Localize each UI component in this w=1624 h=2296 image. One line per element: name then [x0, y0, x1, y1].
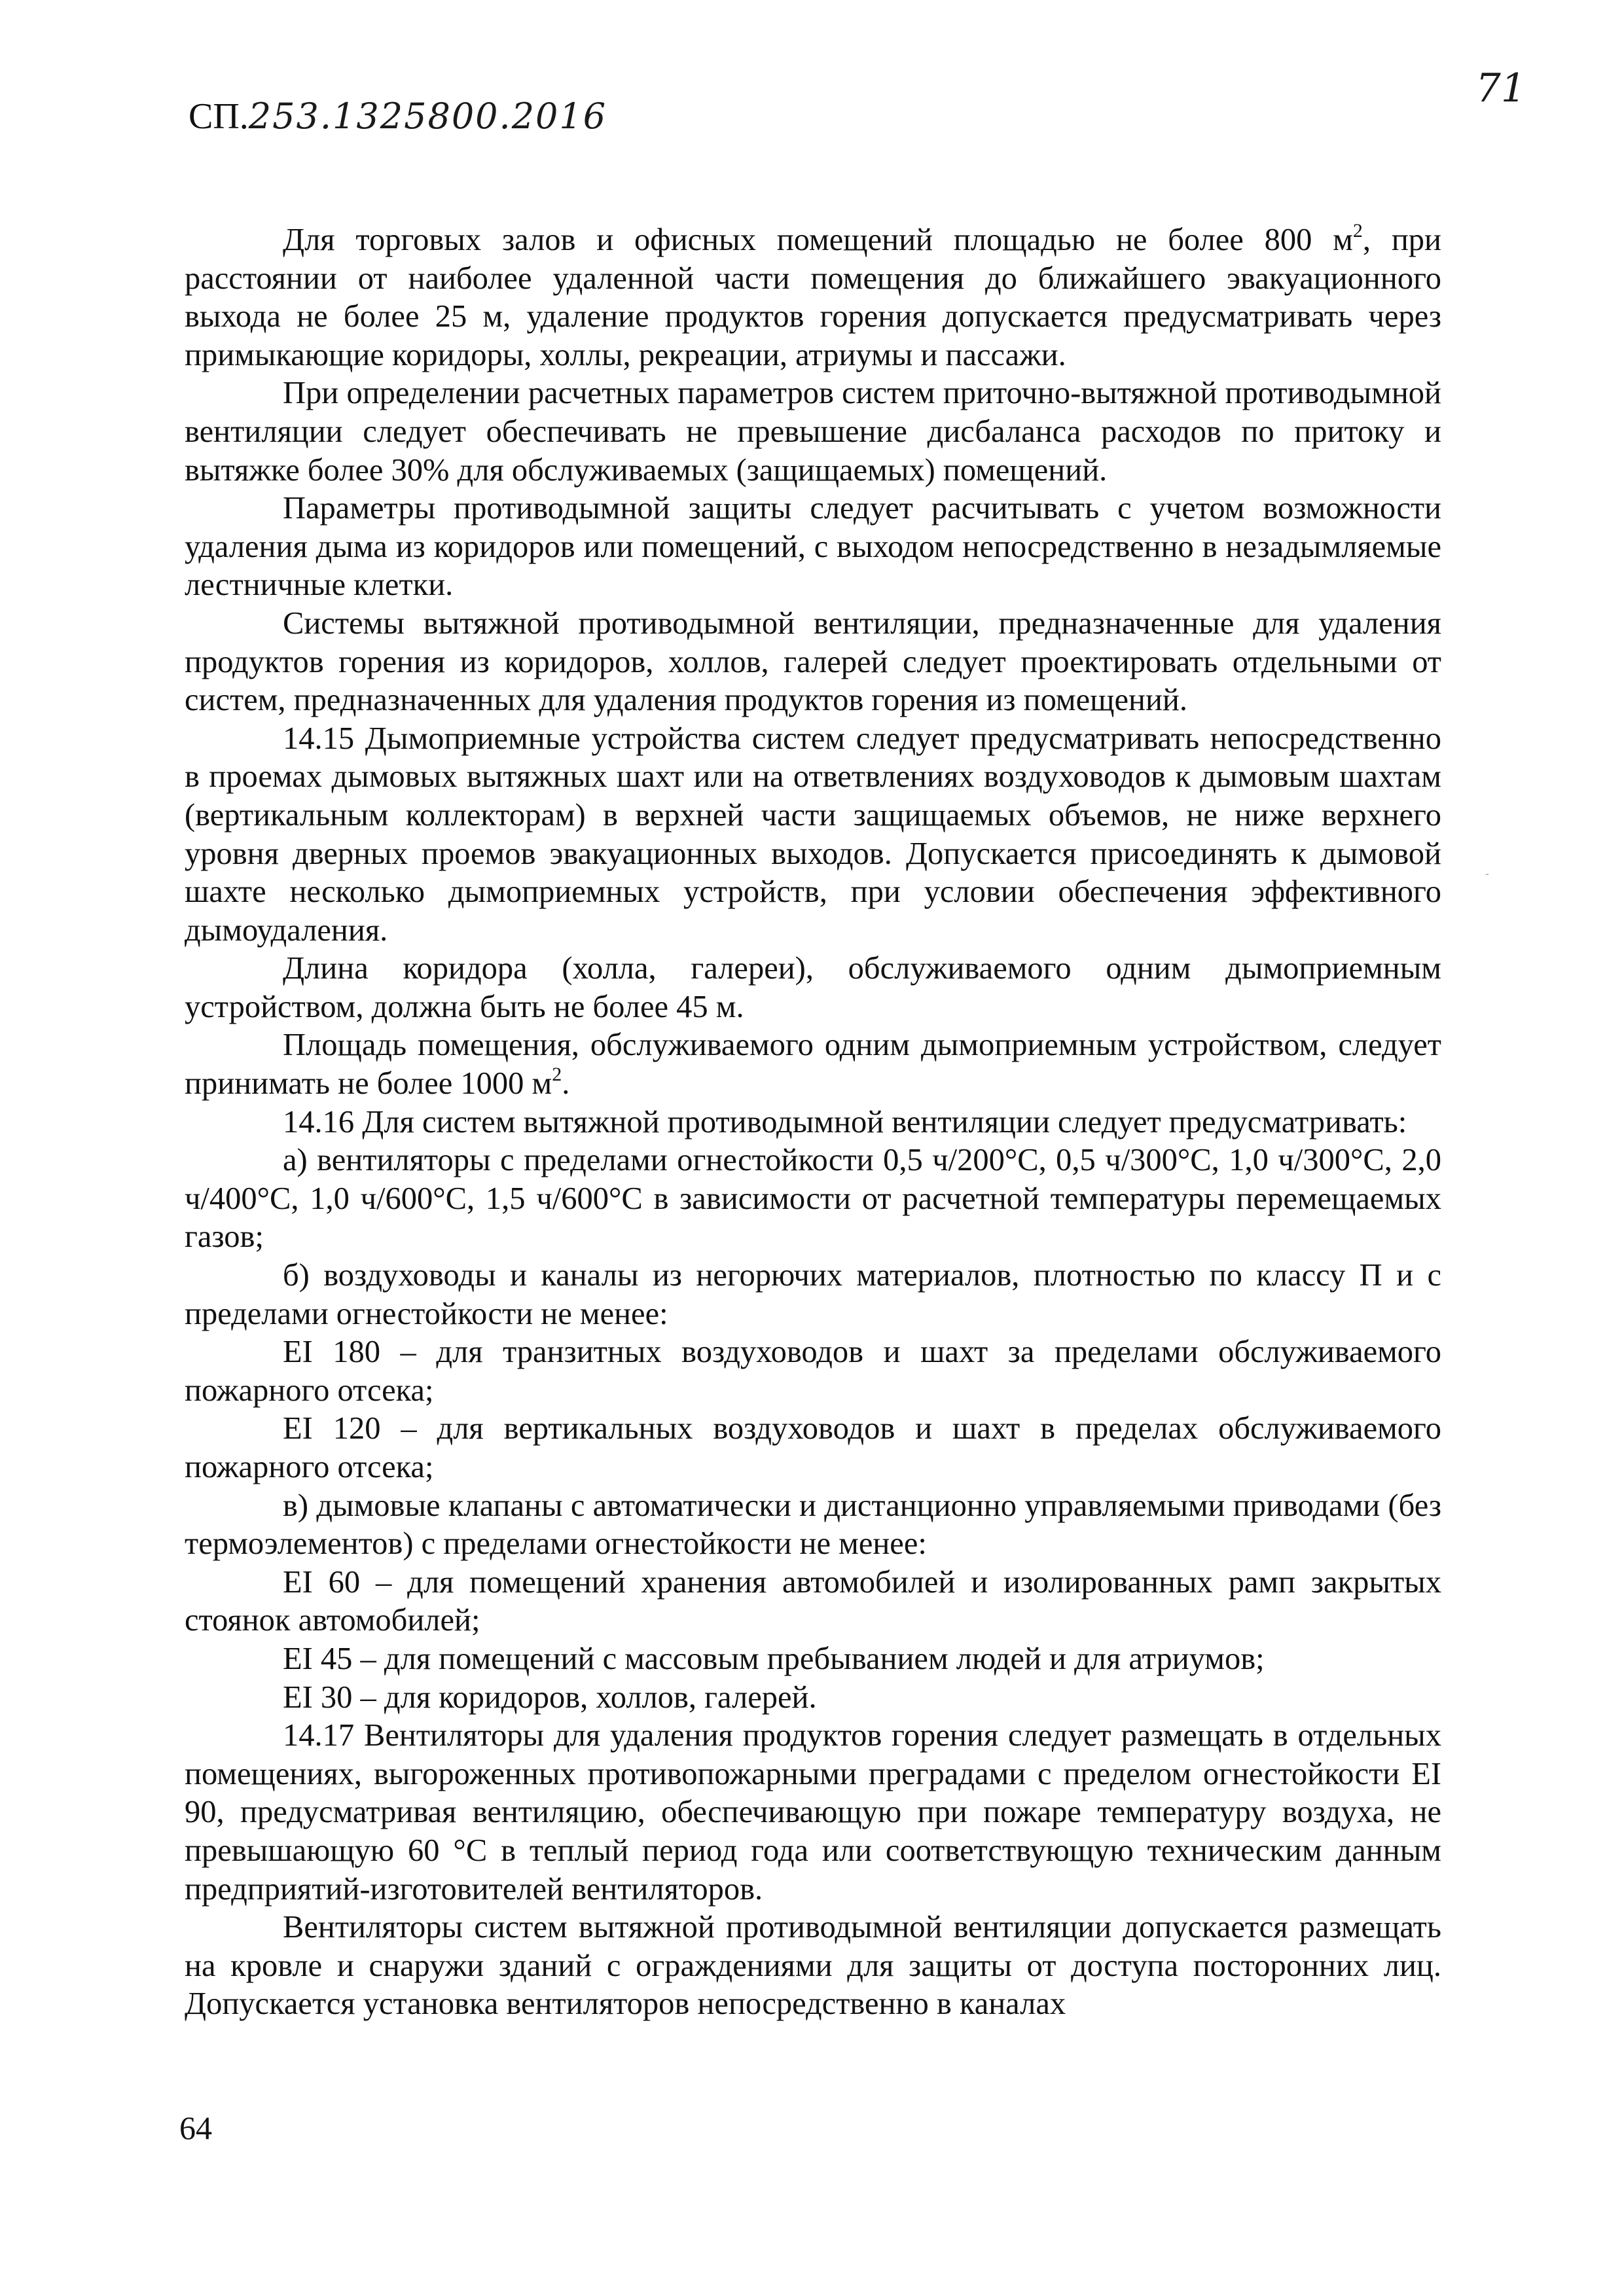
document-code-prefix: СП.: [189, 96, 249, 137]
handwritten-sheet-number: 71: [1475, 65, 1526, 111]
rating-ei-180: EI 180 – для транзитных воздуховодов и шахт за пределами обслуживаемого пожарного отсека;: [185, 1335, 1441, 1408]
paragraph-trade-halls: Для торговых залов и офисных помещений площадью не более 800 $м^2$, при расстоянии от наиболее удаленной части помещения до ближайшего эвакуационного выхода не более 25 м, удаление продуктов горения допускается предусматривать через примыкающие коридоры, холлы, рекреации, атриумы и пассажи.: [185, 220, 1441, 372]
rating-ei-45: EI 45 – для помещений с массовым пребыванием людей и для атриумов;: [283, 1641, 1265, 1676]
document-body: [185, 221, 1441, 2024]
rating-ei-30: EI 30 – для коридоров, холлов, галерей.: [283, 1679, 817, 1715]
clause-14-16: 14.16 Для систем вытяжной противодымной вентиляции следует предусматривать:: [283, 1104, 1407, 1139]
rating-ei-120: EI 120 – для вертикальных воздуховодов и шахт в пределах обслуживаемого пожарного отсека;: [185, 1411, 1441, 1484]
paragraph-corridor-length: Длина коридора (холла, галереи), обслуживаемого одним дымоприемным устройством, должна быть не более 45 м.: [185, 951, 1441, 1024]
document-code: [189, 98, 607, 135]
clause-14-15: 14.15 Дымоприемные устройства систем следует предусматривать непосредственно в проемах дымовых вытяжных шахт или на ответвлениях воздуховодов к дымовым шахтам (вертикальным коллекторам) в верхней части защищаемых объемов, не ниже верхнего уровня дверных проемов эвакуационных выходов. Допускается присоединять к дымовой шахте несколько дымоприемных устройств, при условии обеспечения эффективного дымоудаления.: [185, 721, 1441, 948]
paragraph-smoke-protection-parameters: Параметры противодымной защиты следует расчитывать с учетом возможности удаления дыма из коридоров или помещений, с выходом непосредственно в незадымляемые лестничные клетки.: [185, 491, 1441, 603]
paragraph-roof-fans: Вентиляторы систем вытяжной противодымной вентиляции допускается размещать на кровле и снаружи зданий с ограждениями для защиты от доступа посторонних лиц. Допускается установка вентиляторов непосредственно в каналах: [185, 1910, 1441, 2022]
document-code-handwritten: 253.1325800.2016: [248, 96, 607, 137]
list-item-b-ducts: б) воздуховоды и каналы из негорючих материалов, плотностью по классу П и с пределами огнестойкости не менее:: [185, 1258, 1441, 1331]
paragraph-room-area: Площадь помещения, обслуживаемого одним дымоприемным устройством, следует принимать не более 1000 $м^2$.: [185, 1028, 1441, 1102]
scan-speck: [1486, 874, 1489, 875]
paragraph-separate-systems: Системы вытяжной противодымной вентиляции, предназначенные для удаления продуктов горения из коридоров, холлов, галерей следует проектировать отдельными от систем, предназначенных для удаления продуктов горения из помещений.: [185, 605, 1441, 718]
rating-ei-60: EI 60 – для помещений хранения автомобилей и изолированных рамп закрытых стоянок автомобилей;: [185, 1564, 1441, 1638]
clause-14-17: 14.17 Вентиляторы для удаления продуктов горения следует размещать в отдельных помещениях, выгороженных противопожарными преградами с пределом огнестойкости EI 90, предусматривая вентиляцию, обеспечивающую при пожаре температуру воздуха, не превышающую 60 °С в теплый период года или соответствующую техническим данным предприятий-изготовителей вентиляторов.: [185, 1718, 1441, 1907]
paragraph-calculated-parameters: При определении расчетных параметров систем приточно-вытяжной противодымной вентиляции следует обеспечивать не превышение дисбаланса расходов по притоку и вытяжке более 30% для обслуживаемых (защищаемых) помещений.: [185, 376, 1441, 488]
list-item-c-dampers: в) дымовые клапаны с автоматически и дистанционно управляемыми приводами (без термоэлементов) с пределами огнестойкости не менее:: [185, 1488, 1441, 1562]
list-item-a-fans: а) вентиляторы с пределами огнестойкости 0,5 ч/200°С, 0,5 ч/300°С, 1,0 ч/300°С, 2,0 ч/400°С, 1,0 ч/600°С, 1,5 ч/600°С в зависимости от расчетной температуры перемещаемых газов;: [185, 1143, 1441, 1255]
page-number: 64: [179, 2109, 212, 2146]
